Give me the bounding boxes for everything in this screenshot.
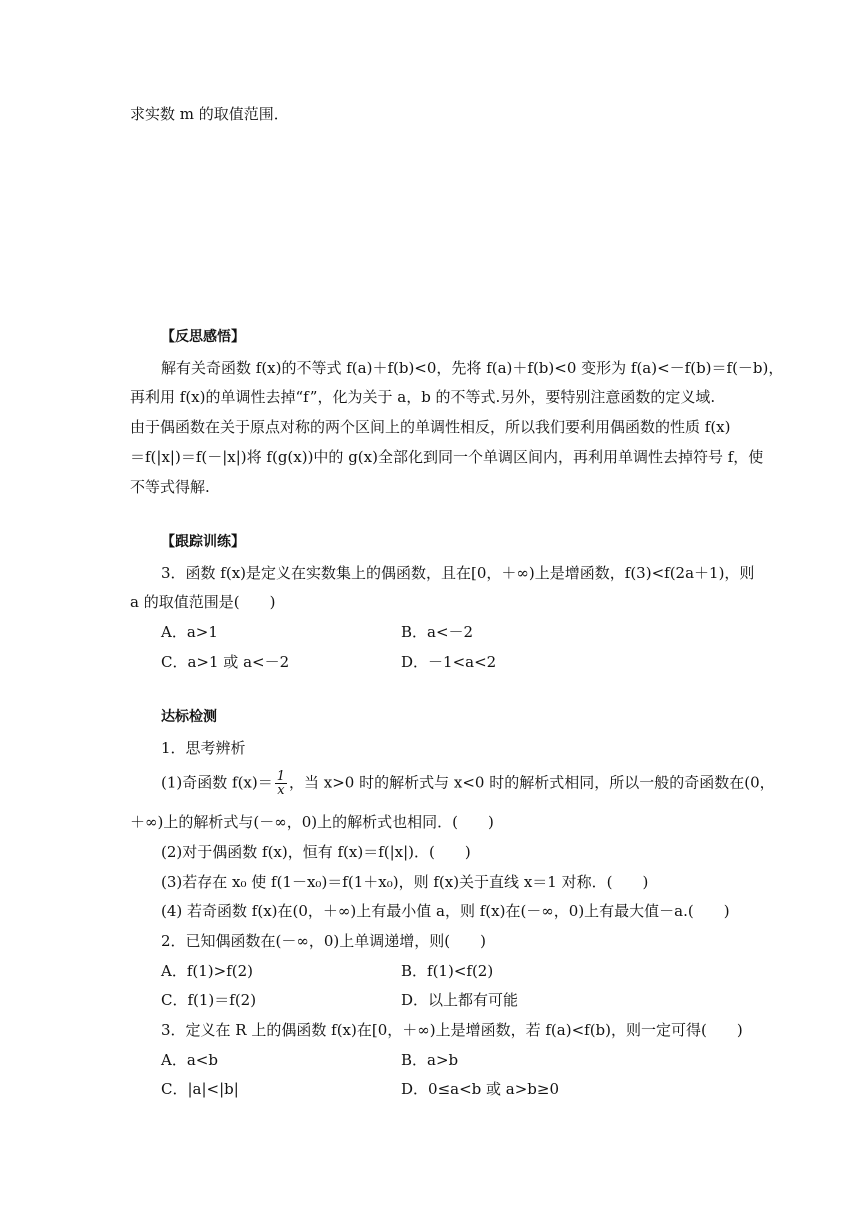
- reflection-line-5: 不等式得解.: [130, 478, 210, 496]
- reflection-line-1: 解有关奇函数 f(x)的不等式 f(a)＋f(b)<0，先将 f(a)＋f(b)<0 变形为 f(a)<－f(b)＝f(－b)，: [161, 359, 784, 377]
- practice-q3-option-c: C．a>1 或 a<－2: [161, 653, 290, 671]
- assessment-q3-option-a: A．a<b: [161, 1051, 218, 1069]
- practice-q3-option-a: A．a>1: [161, 623, 218, 641]
- assessment-q3-stem: 3．定义在 R 上的偶函数 f(x)在[0，＋∞)上是增函数，若 f(a)<f(b)，则一定可得( ): [161, 1021, 743, 1039]
- assessment-q2-stem: 2．已知偶函数在(－∞，0)上单调递增，则( ): [161, 932, 486, 950]
- fraction-one-over-x: [275, 770, 287, 797]
- item-1-suffix: ，当 x>0 时的解析式与 x<0 时的解析式相同，所以一般的奇函数在(0，: [289, 773, 775, 792]
- line-range-question: 求实数 m 的取值范围．: [130, 105, 289, 123]
- item-1-prefix: (1)奇函数 f(x)＝: [161, 773, 273, 792]
- assessment-q1-item-2: (2)对于偶函数 f(x)，恒有 f(x)＝f(|x|)．( ): [161, 843, 471, 861]
- assessment-q3-option-d: D．0≤a<b 或 a>b≥0: [401, 1080, 560, 1098]
- assessment-q1-item-1-line-1: [161, 770, 775, 797]
- assessment-q1-item-4: (4) 若奇函数 f(x)在(0，＋∞)上有最小值 a，则 f(x)在(－∞，0)上有最大值－a.( ): [161, 902, 730, 920]
- assessment-q3-option-c: C．|a|<|b|: [161, 1080, 239, 1098]
- assessment-q2-option-d: D．以上都有可能: [401, 991, 519, 1009]
- assessment-q1-item-3: (3)若存在 x₀ 使 f(1－x₀)＝f(1＋x₀)，则 f(x)关于直线 x＝1 对称．( ): [161, 873, 649, 891]
- practice-q3-option-b: B．a<－2: [401, 623, 474, 641]
- assessment-q2-option-a: A．f(1)>f(2): [161, 962, 253, 980]
- assessment-q2-option-c: C．f(1)＝f(2): [161, 991, 257, 1009]
- practice-q3-option-d: D．－1<a<2: [401, 653, 497, 671]
- assessment-q3-option-b: B．a>b: [401, 1051, 459, 1069]
- reflection-line-2: 再利用 f(x)的单调性去掉“f”，化为关于 a，b 的不等式.另外，要特别注意函数的定义域.: [130, 388, 716, 406]
- assessment-q2-option-b: B．f(1)<f(2): [401, 962, 494, 980]
- fraction-denominator: x: [277, 783, 285, 798]
- practice-q3-line-1: 3．函数 f(x)是定义在实数集上的偶函数，且在[0，＋∞)上是增函数，f(3)<f(2a＋1)，则: [161, 564, 755, 582]
- assessment-q1-item-1-line-2: ＋∞)上的解析式与(－∞，0)上的解析式也相同．( ): [130, 813, 494, 831]
- reflection-line-4: ＝f(|x|)＝f(－|x|)将 f(g(x))中的 g(x)全部化到同一个单调区间内，再利用单调性去掉符号 f，使: [130, 448, 764, 466]
- heading-reflection: 【反思感悟】: [161, 329, 245, 345]
- reflection-line-3: 由于偶函数在关于原点对称的两个区间上的单调性相反，所以我们要利用偶函数的性质 f(x): [130, 418, 731, 436]
- fraction-numerator: 1: [276, 769, 286, 784]
- heading-tracking-practice: 【跟踪训练】: [161, 534, 245, 550]
- heading-assessment: 达标检测: [161, 709, 217, 725]
- practice-q3-line-2: a 的取值范围是( ): [130, 593, 276, 611]
- assessment-q1-title: 1．思考辨析: [161, 739, 246, 757]
